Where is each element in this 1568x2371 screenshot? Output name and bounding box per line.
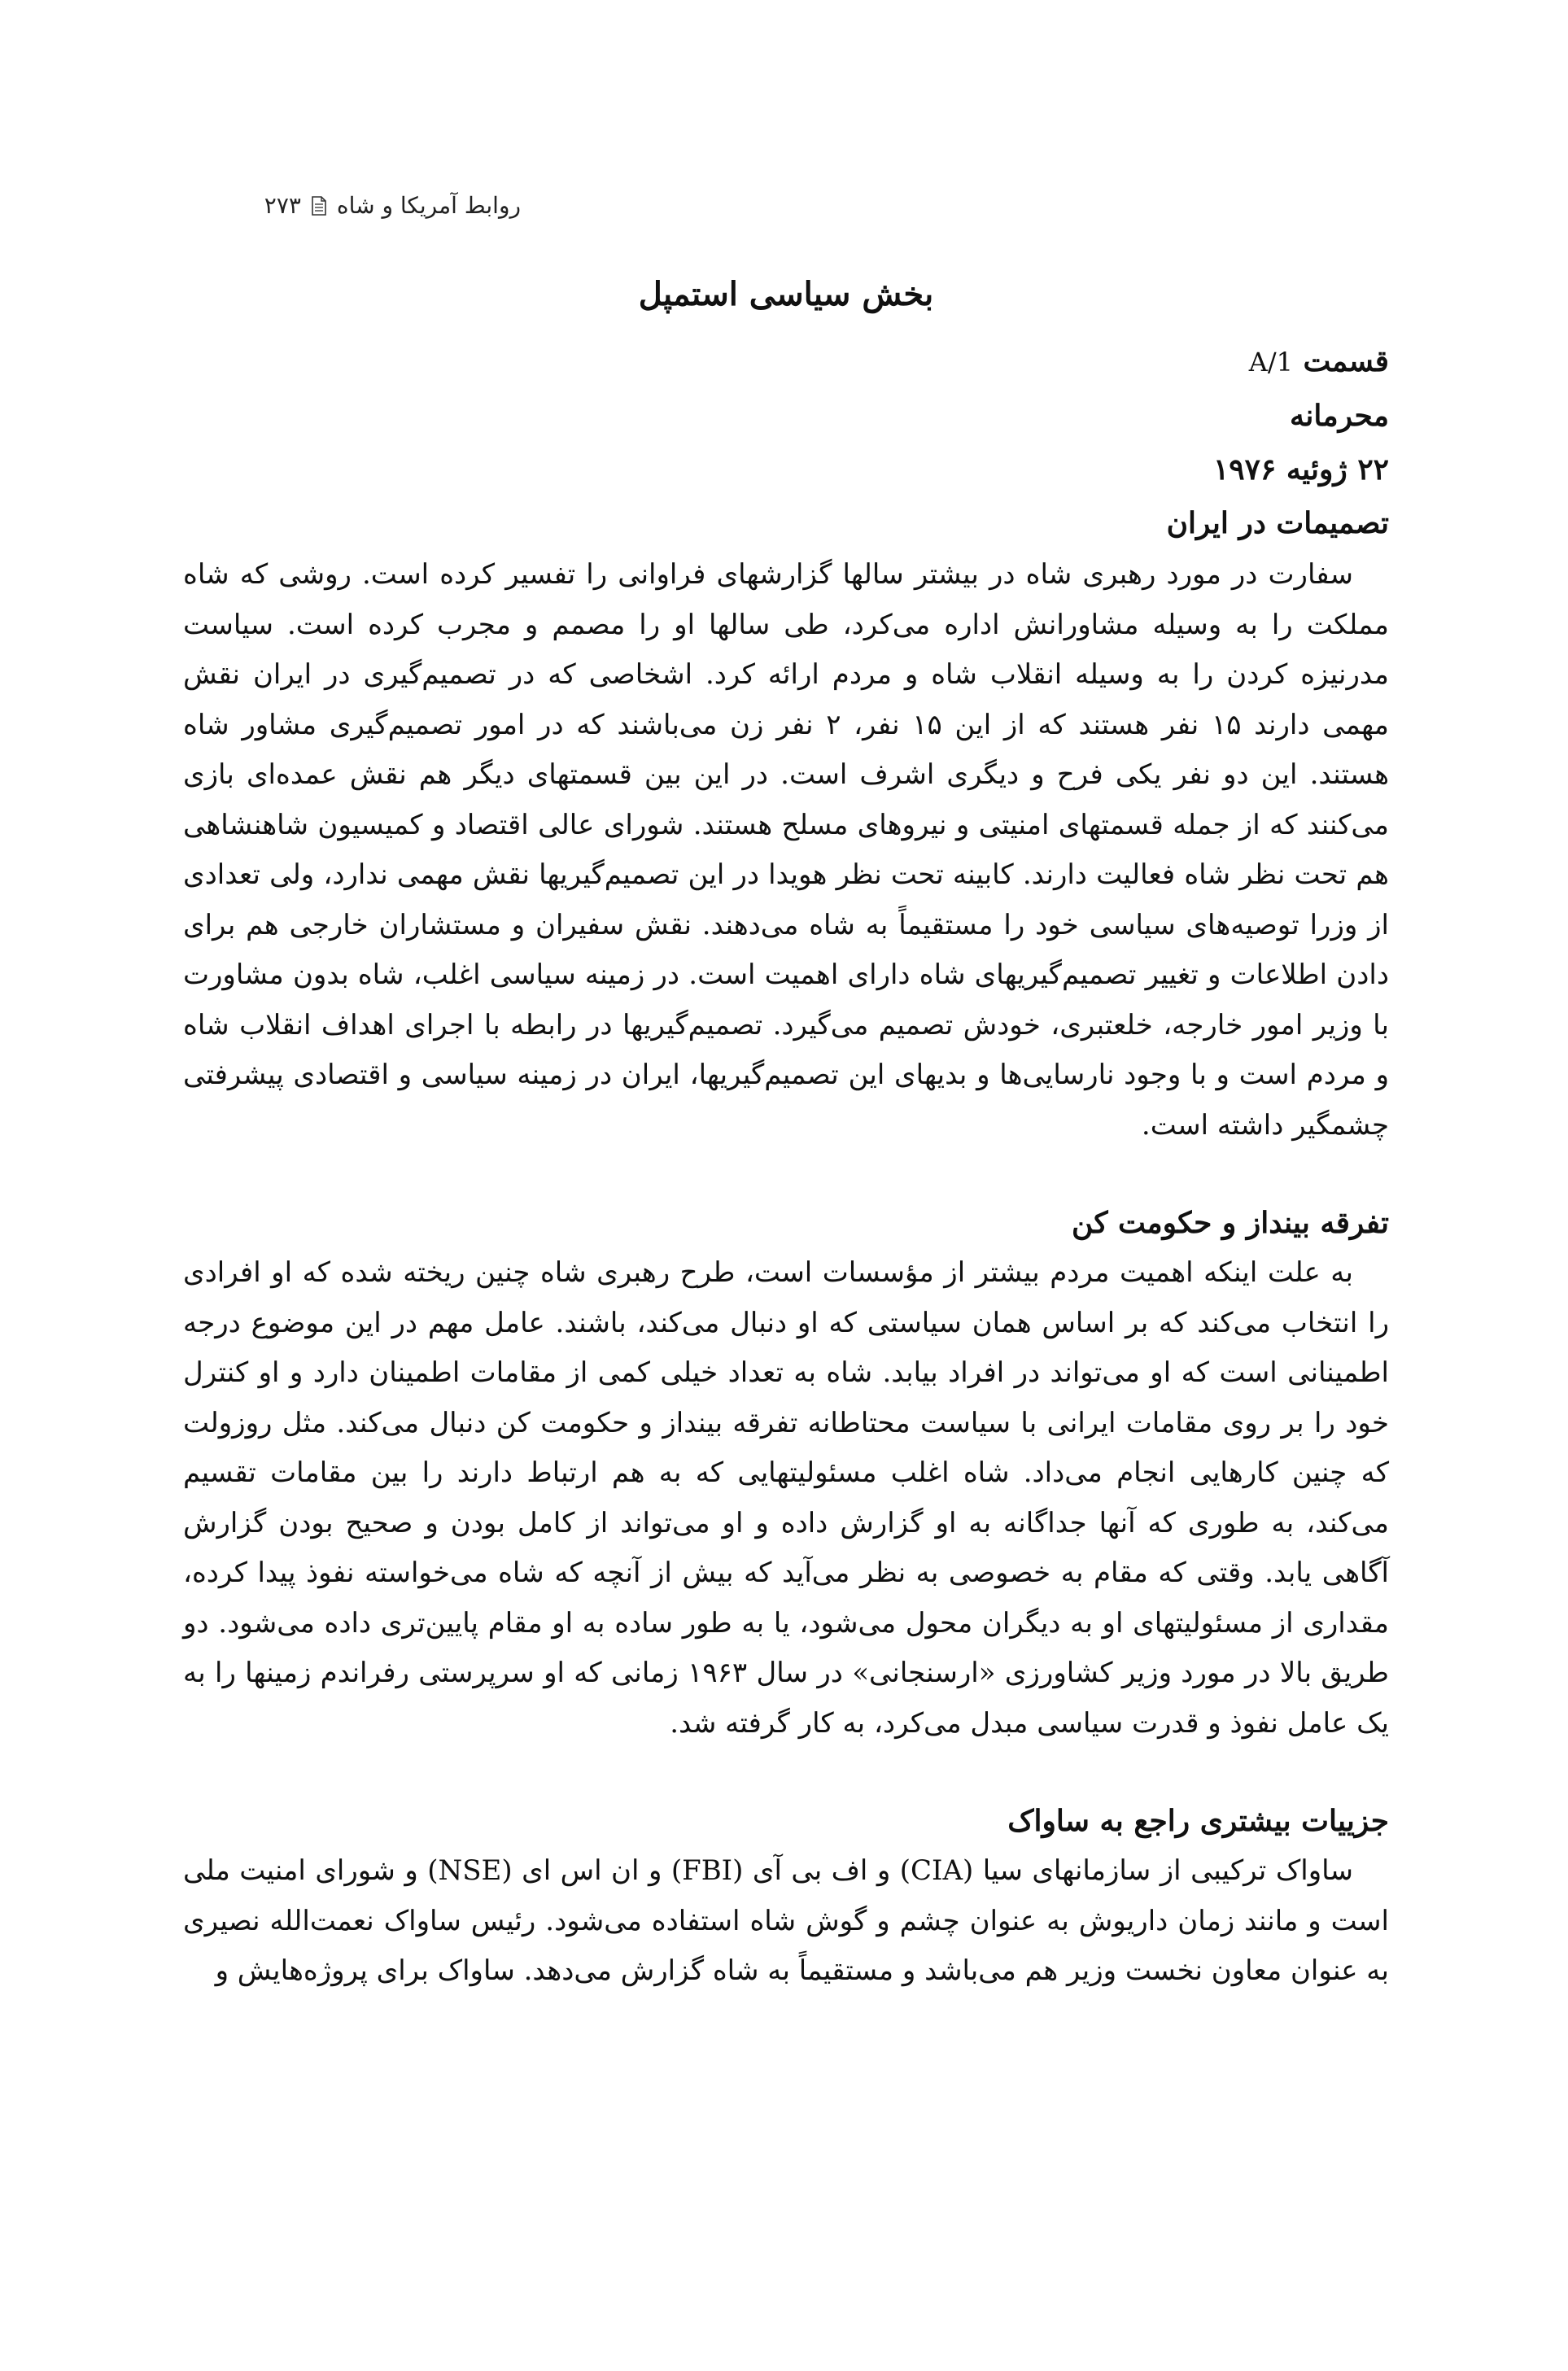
paragraph-savak: ساواک ترکیبی از سازمانهای سیا (CIA) و اف بی آی (FBI) و ان اس ای (NSE) و شورای امنیت ملی است و مانند زمان داریوش به عنوان چشم و گوش شاه استفاده می‌شود. رئیس ساواک نعمت‌الله نصیری به عنوان معاون نخست وزیر هم می‌باشد و مستقیماً به شاه گزارش می‌دهد. ساواک برای پروژه‌هایش و — [183, 1854, 1389, 1987]
document-date: ۲۲ ژوئیه ۱۹۷۶ — [1212, 452, 1389, 487]
document-body — [183, 260, 1389, 1997]
classification: محرمانه — [1290, 399, 1389, 433]
heading-divide-and-rule: تفرقه بینداز و حکومت کن — [1071, 1206, 1389, 1240]
section-line — [183, 334, 1389, 389]
section-code: A/1 — [1248, 347, 1293, 378]
heading-savak: جزییات بیشتری راجع به ساواک — [1007, 1804, 1389, 1838]
document-topic: تصمیمات در ایران — [1166, 506, 1389, 540]
document-title: بخش سیاسی استمپل — [638, 275, 934, 313]
book-title: روابط آمریکا و شاه — [336, 192, 521, 219]
section-label: قسمت — [1303, 344, 1389, 378]
page-number: ۲۷۳ — [264, 192, 301, 219]
document-icon — [311, 196, 327, 216]
paragraph-divide-and-rule: به علت اینکه اهمیت مردم بیشتر از مؤسسات است، طرح رهبری شاه چنین ریخته شده که او افرادی را انتخاب می‌کند که بر اساس همان سیاستی که او دنبال می‌کند، باشند. عامل مهم در این موضوع درجه اطمینانی است که او می‌تواند در افراد بیابد. شاه به تعداد خیلی کمی از مقامات اطمینان دارد و او کنترل خود را بر روی مقامات ایرانی با سیاست محتاطانه تفرقه بینداز و حکومت کن دنبال می‌کند. مثل روزولت که چنین کارهایی انجام می‌داد. شاه اغلب مسئولیتهایی که به هم ارتباط دارند را بین مقامات تقسیم می‌کند، به طوری که آنها جداگانه به او گزارش داده و او می‌تواند از کامل بودن و صحیح بودن گزارش آگاهی یابد. وقتی که مقام به خصوصی به نظر می‌آید که بیش از آنچه که شاه می‌خواسته نفوذ پیدا کرده، مقداری از مسئولیتهای او به دیگران محول می‌شود، یا به طور ساده به او مقام پایین‌تری داده می‌شود. دو طریق بالا در مورد وزیر کشاورزی «ارسنجانی» در سال ۱۹۶۳ زمانی که او سرپرستی رفراندم زمینها را به یک عامل نفوذ و قدرت سیاسی مبدل می‌کرد، به کار گرفته شد. — [183, 1256, 1389, 1740]
paragraph-decisions: سفارت در مورد رهبری شاه در بیشتر سالها گزارشهای فراوانی را تفسیر کرده است. روشی که شاه مملکت را به وسیله مشاورانش اداره می‌کرد، طی سالها او را مصمم و مجرب کرده است. سیاست مدرنیزه کردن را به وسیله انقلاب شاه و مردم ارائه کرد. اشخاصی که در تصمیم‌گیری در ایران نقش مهمی دارند ۱۵ نفر هستند که از این ۱۵ نفر، ۲ نفر زن می‌باشند که در امور تصمیم‌گیری مشاور شاه هستند. این دو نفر یکی فرح و دیگری اشرف است. در این بین قسمتهای دیگر هم نقش عمده‌ای بازی می‌کنند که از جمله قسمتهای امنیتی و نیروهای مسلح هستند. شورای عالی اقتصاد و کمیسیون شاهنشاهی هم تحت نظر شاه فعالیت دارند. کابینه تحت نظر هویدا در این تصمیم‌گیریها نقش مهمی ندارد، ولی تعدادی از وزرا توصیه‌های سیاسی خود را مستقیماً به شاه می‌دهند. نقش سفیران و مستشاران خارجی هم برای دادن اطلاعات و تغییر تصمیم‌گیریهای شاه دارای اهمیت است. در زمینه سیاسی اغلب، شاه بدون مشاورت با وزیر امور خارجه، خلعتبری، خودش تصمیم می‌گیرد. تصمیم‌گیریها در رابطه با اجرای اهداف انقلاب شاه و مردم است و با وجود نارسایی‌ها و بدیهای این تصمیم‌گیریها، ایران در زمینه سیاسی و اقتصادی پیشرفتی چشمگیر داشته است. — [183, 558, 1390, 1142]
running-header — [264, 192, 521, 219]
